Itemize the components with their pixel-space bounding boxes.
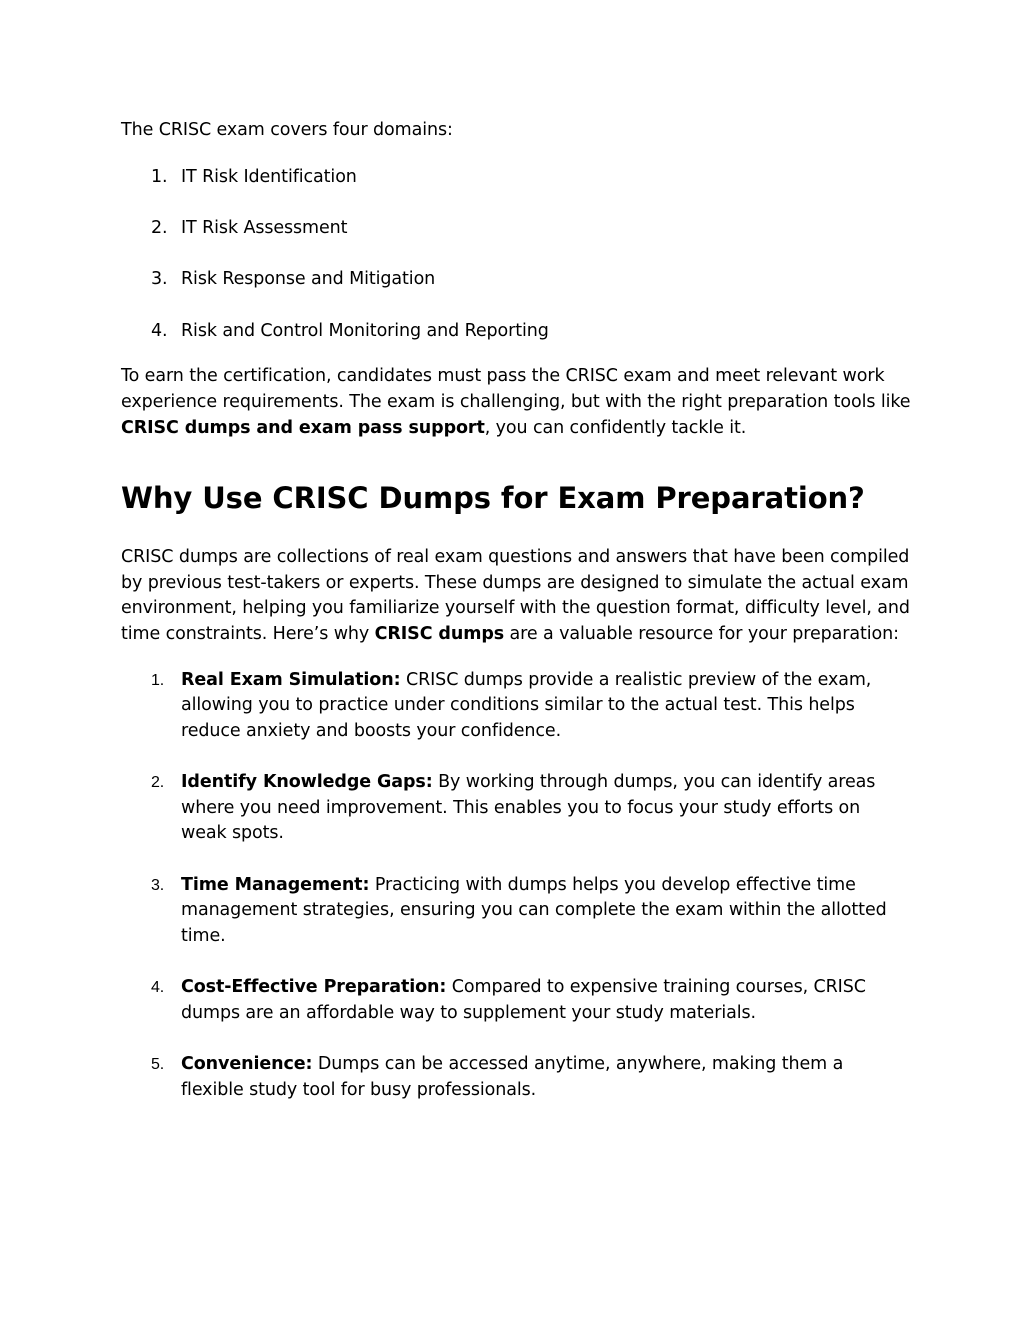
list-number: 4. (151, 320, 168, 341)
domains-list (121, 165, 911, 345)
list-number: 2. (151, 217, 168, 238)
reason-body (181, 975, 911, 1026)
text-run: are a valuable resource for your preparation: (504, 623, 899, 644)
list-number: 1. (151, 671, 165, 689)
reason-item (121, 873, 911, 950)
domains-intro: The CRISC exam covers four domains: (121, 120, 453, 140)
list-number: 3. (151, 876, 165, 894)
reason-title: Real Exam Simulation: (181, 669, 401, 690)
domain-text: IT Risk Assessment (181, 217, 348, 238)
text-run: , you can confidently tackle it. (484, 417, 747, 438)
domain-item (121, 319, 911, 345)
reason-text: Dumps can be accessed anytime, anywhere, making them a flexible study tool for busy professionals. (181, 1054, 844, 1100)
bold-text: CRISC dumps (374, 623, 505, 644)
reason-text: By working through dumps, you can identify areas where you need improvement. This enables you to focus your study efforts on weak spots. (181, 772, 876, 844)
certification-paragraph (121, 364, 911, 441)
reason-body (181, 1052, 911, 1103)
list-number: 4. (151, 979, 165, 997)
domain-text: Risk Response and Mitigation (181, 269, 436, 290)
domain-text: Risk and Control Monitoring and Reporting (181, 320, 549, 341)
reason-body (181, 873, 911, 950)
reason-text: CRISC dumps provide a realistic preview of the exam, allowing you to practice under conditions similar to the actual test. This helps reduce anxiety and boosts your confidence. (181, 669, 872, 741)
document-page (121, 118, 911, 1103)
reason-text: Practicing with dumps helps you develop effective time management strategies, ensuring you can complete the exam within the allotted time. (181, 874, 887, 946)
reason-item (121, 975, 911, 1026)
reason-text: Compared to expensive training courses, CRISC dumps are an affordable way to supplement your study materials. (181, 977, 866, 1023)
list-number: 1. (151, 166, 168, 187)
bold-text: CRISC dumps and exam pass support (121, 417, 485, 438)
section-heading: Why Use CRISC Dumps for Exam Preparation? (121, 481, 865, 516)
reason-title: Identify Knowledge Gaps: (181, 772, 433, 793)
domain-item (121, 267, 911, 293)
reason-title: Cost-Effective Preparation: (181, 977, 447, 998)
reason-item (121, 770, 911, 847)
dumps-paragraph (121, 545, 911, 647)
reason-item (121, 668, 911, 745)
list-number: 2. (151, 774, 165, 792)
domain-text: IT Risk Identification (181, 166, 357, 187)
domain-item (121, 216, 911, 242)
reason-title: Time Management: (181, 874, 370, 895)
reasons-list (121, 668, 911, 1104)
reason-body (181, 668, 911, 745)
list-number: 3. (151, 269, 168, 290)
list-number: 5. (151, 1056, 165, 1074)
reason-body (181, 770, 911, 847)
domain-item (121, 165, 911, 191)
reason-title: Convenience: (181, 1054, 313, 1075)
reason-item (121, 1052, 911, 1103)
text-run: To earn the certification, candidates must pass the CRISC exam and meet relevant work experience requirements. The exam is challenging, but with the right preparation tools like (121, 366, 911, 412)
text-run: CRISC dumps are collections of real exam questions and answers that have been compiled by previous test-takers or experts. These dumps are designed to simulate the actual exam environment, helping you familiarize yourself with the question format, difficulty level, and time constraints. Here’s why (121, 547, 910, 644)
